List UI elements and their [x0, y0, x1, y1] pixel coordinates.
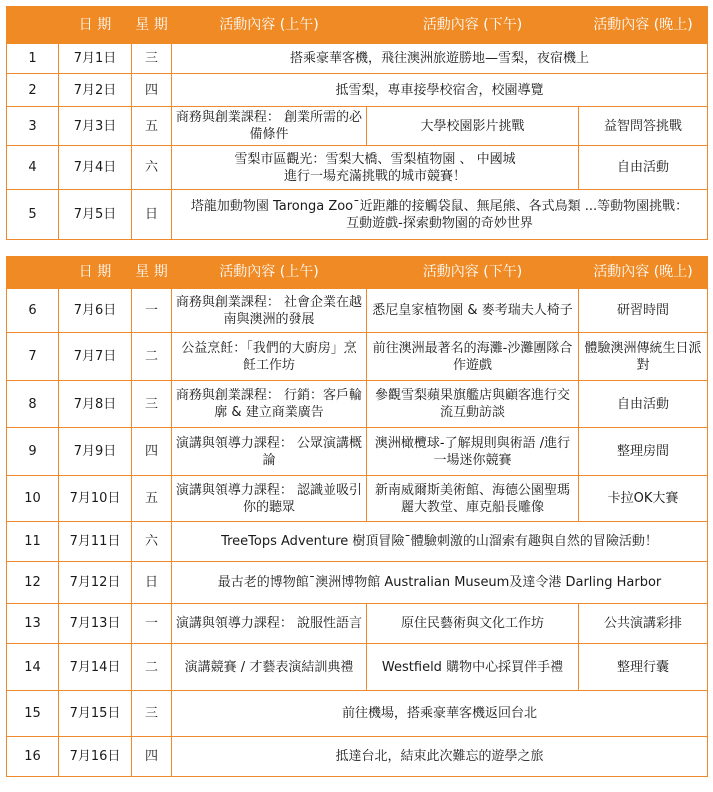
schedule-table-week-2 — [6, 256, 708, 777]
table-row — [7, 476, 708, 522]
header-pm: 活動內容 (下午) — [367, 7, 579, 44]
weekday-cell: 六 — [132, 522, 172, 562]
date-cell: 7月8日 — [59, 381, 132, 428]
day-number: 8 — [7, 381, 59, 428]
activity-evening: 益智問答挑戰 — [579, 107, 708, 146]
table-row — [7, 333, 708, 381]
weekday-cell: 五 — [132, 107, 172, 146]
header-am: 活動內容 (上午) — [172, 7, 367, 44]
date-cell: 7月4日 — [59, 146, 132, 190]
date-cell: 7月1日 — [59, 44, 132, 74]
weekday-cell: 日 — [132, 562, 172, 604]
table-row — [7, 44, 708, 74]
activity-evening: 體驗澳洲傳統生日派對 — [579, 333, 708, 381]
activity-am: 公益烹飪：「我們的大廚房」烹飪工作坊 — [172, 333, 367, 381]
activity-full-day: 抵達台北，結束此次難忘的遊學之旅 — [172, 737, 708, 777]
header-blank — [7, 7, 59, 44]
activity-pm: 原住民藝術與文化工作坊 — [367, 604, 579, 644]
day-number: 9 — [7, 428, 59, 476]
day-number: 4 — [7, 146, 59, 190]
date-cell: 7月9日 — [59, 428, 132, 476]
activity-pm: 新南威爾斯美術館、海德公園聖瑪麗大教堂、庫克船長雕像 — [367, 476, 579, 522]
activity-evening: 卡拉OK大賽 — [579, 476, 708, 522]
weekday-cell: 六 — [132, 146, 172, 190]
day-number: 12 — [7, 562, 59, 604]
date-cell: 7月5日 — [59, 190, 132, 240]
weekday-cell: 一 — [132, 604, 172, 644]
date-cell: 7月16日 — [59, 737, 132, 777]
table-row — [7, 691, 708, 737]
table-row — [7, 737, 708, 777]
date-cell: 7月15日 — [59, 691, 132, 737]
weekday-cell: 五 — [132, 476, 172, 522]
activity-am-pm: 雪梨市區觀光：雪梨大橋、雪梨植物園 、 中國城進行一場充滿挑戰的城市競賽！ — [172, 146, 579, 190]
activity-evening: 自由活動 — [579, 381, 708, 428]
activity-am: 演講與領導力課程： 認識並吸引你的聽眾 — [172, 476, 367, 522]
date-cell: 7月7日 — [59, 333, 132, 381]
weekday-cell: 四 — [132, 428, 172, 476]
header-date: 日 期 — [59, 257, 132, 289]
activity-pm: 參觀雪梨蘋果旗艦店與顧客進行交流互動訪談 — [367, 381, 579, 428]
activity-pm: Westfield 購物中心採買伴手禮 — [367, 644, 579, 691]
header-blank — [7, 257, 59, 289]
day-number: 5 — [7, 190, 59, 240]
weekday-cell: 二 — [132, 333, 172, 381]
header-row — [7, 7, 708, 44]
activity-am: 商務與創業課程： 創業所需的必備條件 — [172, 107, 367, 146]
weekday-cell: 二 — [132, 644, 172, 691]
day-number: 6 — [7, 289, 59, 333]
weekday-cell: 四 — [132, 74, 172, 107]
date-cell: 7月11日 — [59, 522, 132, 562]
activity-am: 商務與創業課程： 行銷：客戶輪廓 & 建立商業廣告 — [172, 381, 367, 428]
day-number: 10 — [7, 476, 59, 522]
weekday-cell: 三 — [132, 381, 172, 428]
table-row — [7, 644, 708, 691]
activity-evening: 公共演講彩排 — [579, 604, 708, 644]
weekday-cell: 日 — [132, 190, 172, 240]
activity-evening: 整理行囊 — [579, 644, 708, 691]
header-evening: 活動內容 (晚上) — [579, 7, 708, 44]
activity-am: 商務與創業課程： 社會企業在越南與澳洲的發展 — [172, 289, 367, 333]
activity-evening: 研習時間 — [579, 289, 708, 333]
table-row — [7, 562, 708, 604]
activity-full-day: 搭乘豪華客機，飛往澳洲旅遊勝地—雪梨，夜宿機上 — [172, 44, 708, 74]
activity-am: 演講與領導力課程： 公眾演講概論 — [172, 428, 367, 476]
date-cell: 7月2日 — [59, 74, 132, 107]
activity-full-day: TreeTops Adventure 樹頂冒險¯體驗刺激的山溜索有趣與自然的冒險活動！ — [172, 522, 708, 562]
activity-full-day: 抵雪梨，專車接學校宿舍，校園導覽 — [172, 74, 708, 107]
date-cell: 7月13日 — [59, 604, 132, 644]
day-number: 7 — [7, 333, 59, 381]
table-row — [7, 428, 708, 476]
weekday-cell: 三 — [132, 44, 172, 74]
header-am: 活動內容 (上午) — [172, 257, 367, 289]
activity-full-day: 塔龍加動物園 Taronga Zoo¯近距離的接觸袋鼠、無尾熊、各式鳥類 ...等動物園挑戰：互動遊戲-探索動物園的奇妙世界 — [172, 190, 708, 240]
header-weekday: 星 期 — [132, 257, 172, 289]
activity-evening: 整理房間 — [579, 428, 708, 476]
day-number: 11 — [7, 522, 59, 562]
header-weekday: 星 期 — [132, 7, 172, 44]
weekday-cell: 一 — [132, 289, 172, 333]
header-evening: 活動內容 (晚上) — [579, 257, 708, 289]
header-date: 日 期 — [59, 7, 132, 44]
day-number: 1 — [7, 44, 59, 74]
activity-am: 演講競賽 / 才藝表演結訓典禮 — [172, 644, 367, 691]
day-number: 16 — [7, 737, 59, 777]
activity-pm: 悉尼皇家植物園 & 麥考瑞夫人椅子 — [367, 289, 579, 333]
day-number: 15 — [7, 691, 59, 737]
table-row — [7, 289, 708, 333]
day-number: 2 — [7, 74, 59, 107]
date-cell: 7月3日 — [59, 107, 132, 146]
activity-pm: 大學校園影片挑戰 — [367, 107, 579, 146]
activity-evening: 自由活動 — [579, 146, 708, 190]
table-row — [7, 381, 708, 428]
table-row — [7, 107, 708, 146]
table-row — [7, 190, 708, 240]
date-cell: 7月14日 — [59, 644, 132, 691]
day-number: 13 — [7, 604, 59, 644]
day-number: 14 — [7, 644, 59, 691]
schedule-table-week-1 — [6, 6, 708, 240]
day-number: 3 — [7, 107, 59, 146]
activity-full-day: 前往機場，搭乘豪華客機返回台北 — [172, 691, 708, 737]
date-cell: 7月12日 — [59, 562, 132, 604]
date-cell: 7月10日 — [59, 476, 132, 522]
header-row — [7, 257, 708, 289]
activity-pm: 澳洲橄欖球-了解規則與術語 /進行一場迷你競賽 — [367, 428, 579, 476]
weekday-cell: 四 — [132, 737, 172, 777]
table-row — [7, 604, 708, 644]
table-row — [7, 146, 708, 190]
weekday-cell: 三 — [132, 691, 172, 737]
activity-pm: 前往澳洲最著名的海灘-沙灘團隊合作遊戲 — [367, 333, 579, 381]
table-row — [7, 522, 708, 562]
activity-full-day: 最古老的博物館¯澳洲博物館 Australian Museum及達令港 Darling Harbor — [172, 562, 708, 604]
date-cell: 7月6日 — [59, 289, 132, 333]
table-row — [7, 74, 708, 107]
header-pm: 活動內容 (下午) — [367, 257, 579, 289]
activity-am: 演講與領導力課程： 說服性語言 — [172, 604, 367, 644]
